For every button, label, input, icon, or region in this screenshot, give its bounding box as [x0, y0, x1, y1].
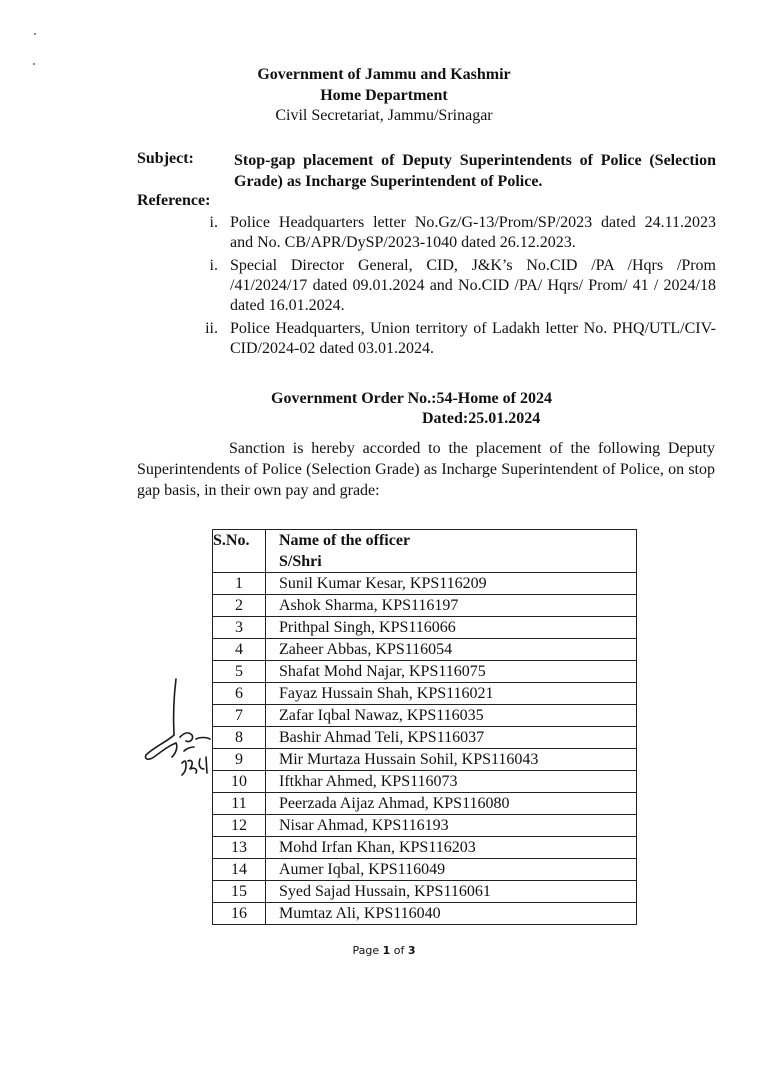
footer-current-page: 1	[382, 944, 391, 957]
reference-text: Police Headquarters letter No.Gz/G-13/Prom/SP/2023 dated 24.11.2023 and No. CB/APR/DySP/2023-1040 dated 26.12.2023.	[230, 214, 716, 251]
table-row	[213, 705, 637, 727]
row-sno: 14	[213, 859, 266, 881]
table-row	[213, 859, 637, 881]
table-header-row	[213, 530, 637, 573]
table-row	[213, 749, 637, 771]
handwritten-initials-signature	[140, 675, 220, 785]
reference-number: i.	[209, 257, 218, 274]
row-sno: 15	[213, 881, 266, 903]
order-number: Government Order No.:54-Home of 2024	[271, 390, 552, 407]
row-name: Mohd Irfan Khan, KPS116203	[266, 837, 637, 859]
row-name: Mir Murtaza Hussain Sohil, KPS116043	[266, 749, 637, 771]
reference-label: Reference:	[137, 192, 211, 209]
table-row	[213, 903, 637, 925]
row-name: Sunil Kumar Kesar, KPS116209	[266, 573, 637, 595]
table-row	[213, 771, 637, 793]
row-name: Zaheer Abbas, KPS116054	[266, 639, 637, 661]
table-row	[213, 815, 637, 837]
row-sno: 8	[213, 727, 266, 749]
reference-text: Police Headquarters, Union territory of Ladakh letter No. PHQ/UTL/CIV-CID/2024-02 dated 03.01.2024.	[230, 320, 716, 357]
row-sno: 7	[213, 705, 266, 727]
row-sno: 11	[213, 793, 266, 815]
row-sno: 2	[213, 595, 266, 617]
row-sno: 12	[213, 815, 266, 837]
row-sno: 9	[213, 749, 266, 771]
reference-text: Special Director General, CID, J&K’s No.CID /PA /Hqrs /Prom /41/2024/17 dated 09.01.2024 and No.CID /PA/ Hqrs/ Prom/ 41 / 2024/18 dated 16.01.2024.	[230, 257, 716, 314]
row-name: Fayaz Hussain Shah, KPS116021	[266, 683, 637, 705]
scan-speck	[34, 33, 36, 35]
row-name: Prithpal Singh, KPS116066	[266, 617, 637, 639]
header-department: Home Department	[320, 87, 448, 104]
table-row	[213, 683, 637, 705]
row-name: Iftkhar Ahmed, KPS116073	[266, 771, 637, 793]
row-name: Mumtaz Ali, KPS116040	[266, 903, 637, 925]
row-name: Nisar Ahmad, KPS116193	[266, 815, 637, 837]
table-row	[213, 837, 637, 859]
row-sno: 16	[213, 903, 266, 925]
header-name-subtitle: S/Shri	[279, 553, 322, 570]
header-name-title: Name of the officer	[279, 532, 411, 549]
row-sno: 3	[213, 617, 266, 639]
row-name: Peerzada Aijaz Ahmad, KPS116080	[266, 793, 637, 815]
subject-text: Stop-gap placement of Deputy Superintendents of Police (Selection Grade) as Incharge Superintendent of Police.	[234, 152, 716, 190]
table-row	[213, 617, 637, 639]
row-name: Ashok Sharma, KPS116197	[266, 595, 637, 617]
table-row	[213, 727, 637, 749]
row-sno: 1	[213, 573, 266, 595]
row-sno: 10	[213, 771, 266, 793]
row-sno: 13	[213, 837, 266, 859]
page-footer	[0, 944, 768, 957]
row-name: Bashir Ahmad Teli, KPS116037	[266, 727, 637, 749]
row-sno: 6	[213, 683, 266, 705]
table-row	[213, 639, 637, 661]
header-secretariat: Civil Secretariat, Jammu/Srinagar	[275, 107, 493, 124]
table-row	[213, 573, 637, 595]
order-date: Dated:25.01.2024	[422, 410, 541, 427]
row-sno: 5	[213, 661, 266, 683]
table-row	[213, 661, 637, 683]
table-row	[213, 881, 637, 903]
table-row	[213, 793, 637, 815]
header-sno: S.No.	[213, 530, 266, 573]
subject-label: Subject:	[137, 150, 194, 167]
scan-speck	[33, 63, 35, 65]
sanction-paragraph: Sanction is hereby accorded to the placement of the following Deputy Superintendents of Police (Selection Grade) as Incharge Superintendent of Police, on stop gap basis, in their own pay and grade:	[137, 440, 715, 499]
table-row	[213, 595, 637, 617]
reference-number: i.	[209, 214, 218, 231]
header-government: Government of Jammu and Kashmir	[257, 66, 511, 83]
footer-page-word: Page	[352, 944, 380, 957]
reference-number: ii.	[205, 320, 218, 337]
row-name: Zafar Iqbal Nawaz, KPS116035	[266, 705, 637, 727]
row-name: Shafat Mohd Najar, KPS116075	[266, 661, 637, 683]
row-sno: 4	[213, 639, 266, 661]
footer-total-pages: 3	[407, 944, 416, 957]
row-name: Aumer Iqbal, KPS116049	[266, 859, 637, 881]
row-name: Syed Sajad Hussain, KPS116061	[266, 881, 637, 903]
footer-of-word: of	[393, 944, 405, 957]
header-name	[266, 530, 637, 573]
officers-table	[212, 529, 637, 925]
